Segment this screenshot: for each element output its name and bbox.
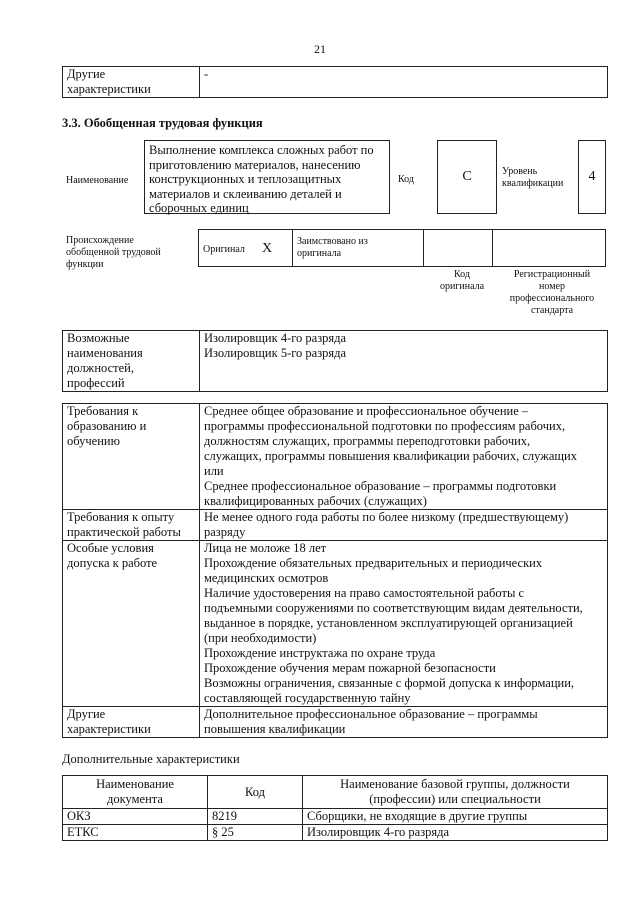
top-other-label-line: характеристики: [67, 82, 151, 96]
additional-header-doc: [63, 776, 208, 809]
additional-code-cell: § 25: [208, 825, 303, 841]
position-item: Изолировщик 4-го разряда: [204, 331, 347, 345]
origin-label: [66, 235, 161, 271]
additional-doc-cell: ЕТКС: [63, 825, 208, 841]
requirement-label-line: Особые условия: [67, 541, 154, 555]
origin-original-mark: X: [262, 240, 273, 256]
requirement-label: [63, 510, 200, 541]
requirement-label-line: Требования к опыту: [67, 510, 175, 524]
requirement-value: [200, 707, 608, 738]
level-box: [578, 140, 606, 214]
requirement-label: [63, 404, 200, 510]
requirement-line: составляющей государственную тайну: [204, 691, 411, 705]
requirements-table: [62, 403, 608, 738]
additional-header-group: [303, 776, 608, 809]
requirement-line: программы профессиональной подготовки по профессиям рабочих,: [204, 419, 566, 433]
code-box: [437, 140, 497, 214]
top-other-value: -: [200, 67, 608, 98]
positions-label: [63, 331, 200, 392]
requirement-label: [63, 541, 200, 707]
requirement-line: или: [204, 464, 224, 478]
requirement-line: разряду: [204, 525, 246, 539]
origin-reg-caption-line: Регистрационный: [513, 269, 591, 280]
requirement-row-other: [63, 707, 608, 738]
code-value: С: [462, 169, 472, 184]
origin-borrowed-cell: [293, 230, 424, 267]
requirement-line: Лица не моложе 18 лет: [204, 541, 327, 555]
name-line: приготовлению материалов, нанесению: [149, 157, 361, 172]
additional-name-cell: Сборщики, не входящие в другие группы: [303, 809, 608, 825]
requirement-value: [200, 510, 608, 541]
origin-reg-caption: [498, 269, 606, 317]
requirement-label-line: практической работы: [67, 525, 181, 539]
origin-code-caption-line: оригинала: [439, 281, 485, 292]
code-label: Код: [398, 174, 414, 185]
section-title: 3.3. Обобщенная трудовая функция: [62, 116, 263, 130]
origin-reg-cell: [493, 230, 606, 267]
requirement-label-line: Другие: [67, 707, 106, 721]
requirement-line: Не менее одного года работы по более низкому (предшествующему): [204, 510, 569, 524]
origin-label-line: Происхождение: [66, 235, 134, 246]
requirement-label-line: Требования к: [67, 404, 139, 418]
requirement-label-line: образованию и: [67, 419, 147, 433]
requirement-line: служащих, программы повышения квалификации рабочих, служащих: [204, 449, 577, 463]
requirement-line: (при необходимости): [204, 631, 317, 645]
page-number: 21: [314, 42, 326, 56]
name-label: Наименование: [66, 175, 129, 186]
name-line: Выполнение комплекса сложных работ по: [149, 143, 374, 157]
additional-header-code: [208, 776, 303, 809]
additional-title: Дополнительные характеристики: [62, 752, 240, 766]
origin-label-line: обобщенной трудовой: [66, 247, 161, 258]
origin-code-caption-line: Код: [454, 269, 470, 280]
requirement-line: Дополнительное профессиональное образование – программы: [204, 707, 538, 721]
positions-label-line: должностей,: [67, 361, 134, 375]
requirement-line: должностям служащих, программы переподготовки рабочих,: [204, 434, 531, 448]
level-label-line: квалификации: [502, 178, 564, 189]
name-line: конструкционных и теплозащитных: [149, 172, 342, 186]
requirement-row-education: [63, 404, 608, 510]
requirement-line: подъемными сооружениями по соответствующим видам деятельности,: [204, 601, 583, 615]
requirement-line: Прохождение обучения мерам пожарной безопасности: [204, 661, 496, 675]
positions-table: [62, 330, 608, 392]
requirement-line: Прохождение обязательных предварительных и периодических: [204, 556, 543, 570]
additional-header-group-line: (профессии) или специальности: [369, 792, 541, 806]
additional-header-code-text: Код: [245, 784, 265, 799]
additional-name-cell: Изолировщик 4-го разряда: [303, 825, 608, 841]
requirement-line: квалифицированных рабочих (служащих): [204, 494, 427, 508]
additional-header-doc-line: Наименование: [96, 777, 174, 791]
additional-doc-cell: ОКЗ: [63, 809, 208, 825]
level-label-line: Уровень: [502, 166, 538, 177]
origin-table: [198, 229, 606, 267]
requirement-label-line: характеристики: [67, 722, 151, 736]
name-line: сборочных единиц: [149, 201, 249, 215]
origin-code-caption: [430, 269, 494, 293]
additional-header-group-line: Наименование базовой группы, должности: [340, 777, 570, 791]
origin-borrowed-line: оригинала: [297, 248, 342, 259]
name-box: [144, 140, 390, 214]
requirement-value: [200, 541, 608, 707]
requirement-line: Среднее профессиональное образование – программы подготовки: [204, 479, 557, 493]
level-value: 4: [588, 169, 596, 184]
requirement-label-line: допуска к работе: [67, 556, 158, 570]
additional-code-cell: 8219: [208, 809, 303, 825]
positions-label-line: профессий: [67, 376, 125, 390]
origin-original-label: Оригинал: [203, 243, 245, 255]
requirement-line: Среднее общее образование и профессиональное обучение –: [204, 404, 529, 418]
requirement-line: медицинских осмотров: [204, 571, 329, 585]
requirement-label-line: обучению: [67, 434, 120, 448]
requirement-label: [63, 707, 200, 738]
additional-table: [62, 775, 608, 841]
requirement-line: Прохождение инструктажа по охране труда: [204, 646, 436, 660]
requirement-row-experience: [63, 510, 608, 541]
requirement-line: Возможны ограничения, связанные с формой допуска к информации,: [204, 676, 575, 690]
level-label: [502, 166, 563, 190]
origin-reg-caption-line: профессионального: [509, 293, 595, 304]
positions-label-line: наименования: [67, 346, 143, 360]
origin-reg-caption-line: стандарта: [530, 305, 574, 316]
requirement-value: [200, 404, 608, 510]
requirement-line: Наличие удостоверения на право самостоятельной работы с: [204, 586, 525, 600]
additional-header-row: [63, 776, 608, 809]
positions-value: [200, 331, 608, 392]
requirement-line: выданное в порядке, установленном эксплуатирующей организацией: [204, 616, 573, 630]
top-other-label-line: Другие: [67, 67, 106, 81]
requirement-line: повышения квалификации: [204, 722, 346, 736]
position-item: Изолировщик 5-го разряда: [204, 346, 347, 360]
origin-borrowed-line: Заимствовано из: [297, 236, 368, 247]
table-row: [63, 809, 608, 825]
origin-reg-caption-line: номер: [539, 281, 565, 292]
top-other-label: [63, 67, 200, 98]
positions-label-line: Возможные: [67, 331, 130, 345]
additional-header-doc-line: документа: [107, 792, 163, 806]
name-line: материалов и склеиванию деталей и: [149, 186, 342, 201]
origin-original-cell: [199, 230, 293, 267]
requirement-row-conditions: [63, 541, 608, 707]
top-other-table: [62, 66, 608, 98]
table-row: [63, 825, 608, 841]
origin-label-line: функции: [66, 259, 104, 270]
origin-code-cell: [424, 230, 493, 267]
